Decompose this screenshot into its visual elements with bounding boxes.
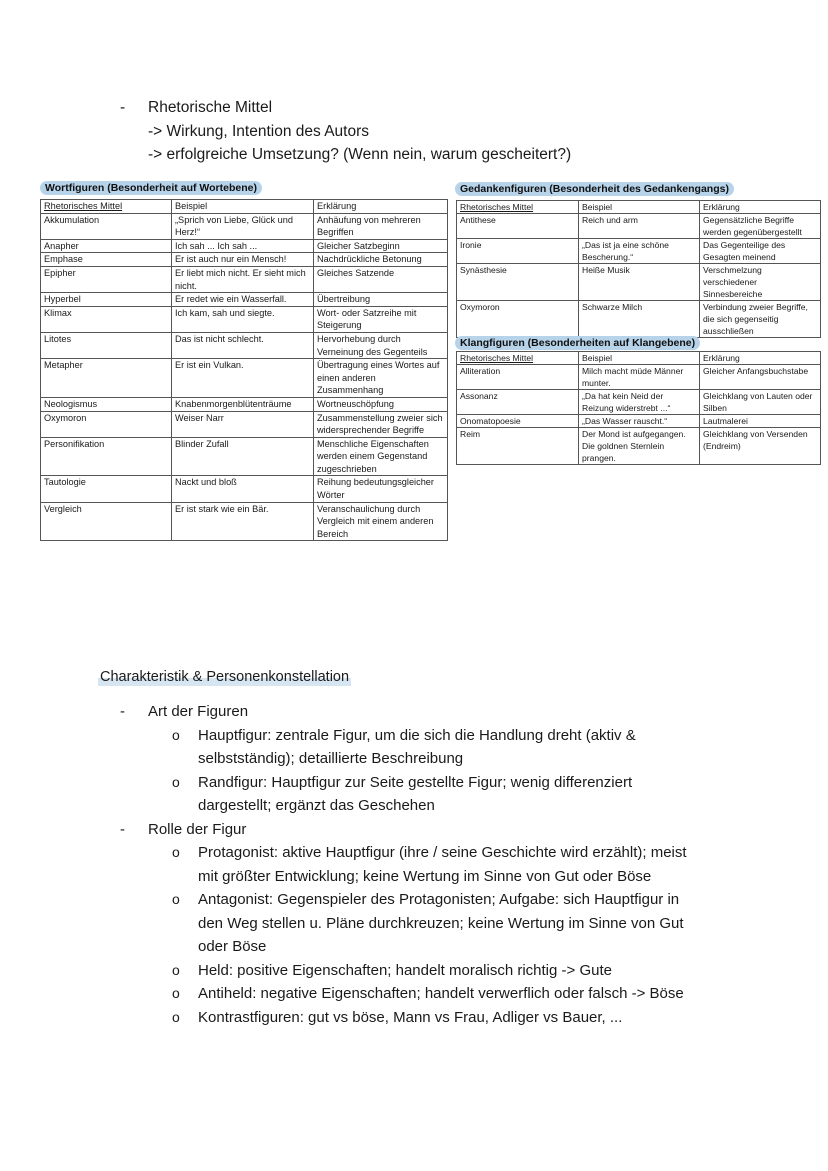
list-subitem-text: -> erfolgreiche Umsetzung? (Wenn nein, warum gescheitert?)	[148, 146, 572, 163]
table-row	[41, 213, 448, 239]
list-item-text: Rhetorische Mittel	[148, 99, 273, 116]
sub-list-item-text: den Weg stellen u. Pläne durchkreuzen; keine Wertung im Sinne von Gut	[198, 914, 684, 932]
dash-bullet: -	[120, 820, 125, 838]
table-cell-example: Er redet wie ein Wasserfall.	[172, 293, 314, 307]
circle-bullet-icon: o	[172, 773, 180, 790]
table-cell-explanation: Übertragung eines Wortes auf einen anderen Zusammenhang	[314, 359, 448, 398]
sub-list-item	[120, 959, 687, 983]
table-row	[41, 437, 448, 476]
column-header: Erklärung	[700, 352, 821, 365]
sub-list-item-text: Antagonist: Gegenspieler des Protagonisten; Aufgabe: sich Hauptfigur in	[198, 891, 680, 908]
dash-bullet: -	[120, 703, 125, 720]
list-subitem	[120, 143, 571, 167]
table-cell-name: Synästhesie	[457, 264, 579, 301]
column-header: Erklärung	[700, 201, 821, 214]
table-row	[41, 332, 448, 358]
table-cell-explanation: Lautmalerei	[700, 415, 821, 428]
table-cell-name: Hyperbel	[41, 293, 172, 307]
table-cell-example: „Sprich von Liebe, Glück und Herz!“	[172, 213, 314, 239]
table-cell-name: Klimax	[41, 306, 172, 332]
table-row	[457, 428, 821, 465]
table-cell-explanation: Zusammenstellung zweier sich widersprechender Begriffe	[314, 411, 448, 437]
sub-list-item-text: mit größter Entwicklung; keine Wertung im Sinne von Gut oder Böse	[198, 867, 652, 885]
gedankenfiguren-table	[456, 200, 821, 338]
column-header: Erklärung	[314, 200, 448, 214]
table-row	[457, 390, 821, 415]
table-cell-example: Er ist stark wie ein Bär.	[172, 502, 314, 541]
table-cell-name: Onomatopoesie	[457, 415, 579, 428]
table-cell-example: Blinder Zufall	[172, 437, 314, 476]
list-item	[120, 700, 687, 724]
table-row	[457, 214, 821, 239]
sub-list-item-text: oder Böse	[198, 938, 267, 955]
table-cell-example: Heiße Musik	[579, 264, 700, 301]
table-cell-name: Assonanz	[457, 390, 579, 415]
table-cell-example: Schwarze Milch	[579, 301, 700, 338]
sub-list-item-continuation	[120, 794, 687, 818]
circle-bullet-icon: o	[172, 726, 180, 743]
table-cell-example: „Das Wasser rauscht.“	[579, 415, 700, 428]
sub-list-item-continuation	[120, 912, 687, 936]
table-row	[41, 411, 448, 437]
list-item	[120, 96, 571, 120]
sub-list-item-text: Antiheld: negative Eigenschaften; handelt verwerflich oder falsch -> Böse	[198, 985, 684, 1002]
sub-list-item-text: selbstständig); detaillierte Beschreibung	[198, 750, 464, 767]
table-cell-example: Er ist auch nur ein Mensch!	[172, 253, 314, 267]
sub-list-item-text: Randfigur: Hauptfigur zur Seite gestellte Figur; wenig differenziert	[198, 773, 633, 791]
table-cell-name: Personifikation	[41, 437, 172, 476]
sub-list-item	[120, 841, 687, 865]
table-cell-example: Nackt und bloß	[172, 476, 314, 502]
table-row	[41, 476, 448, 502]
circle-bullet-icon: o	[172, 844, 180, 860]
dash-bullet: -	[120, 99, 126, 116]
table-cell-example: Das ist nicht schlecht.	[172, 332, 314, 358]
sub-list-item	[120, 724, 687, 748]
table-cell-example: Ich kam, sah und siegte.	[172, 306, 314, 332]
table-cell-explanation: Hervorhebung durch Verneinung des Gegenteils	[314, 332, 448, 358]
table-cell-explanation: Gegensätzliche Begriffe werden gegenübergestellt	[700, 214, 821, 239]
wortfiguren-title: Wortfiguren (Besonderheit auf Wortebene)	[40, 181, 262, 195]
table-row	[457, 239, 821, 264]
table-cell-name: Ironie	[457, 239, 579, 264]
sub-list-item-continuation	[120, 747, 687, 771]
table-cell-example: Reich und arm	[579, 214, 700, 239]
table-cell-explanation: Das Gegenteilige des Gesagten meinend	[700, 239, 821, 264]
list-item-text: Rolle der Figur	[148, 820, 247, 838]
table-cell-explanation: Anhäufung von mehreren Begriffen	[314, 213, 448, 239]
column-header: Beispiel	[579, 352, 700, 365]
table-row	[457, 365, 821, 390]
table-row	[457, 264, 821, 301]
circle-bullet-icon: o	[172, 961, 180, 978]
sub-list-item	[120, 771, 687, 795]
table-cell-explanation: Gleiches Satzende	[314, 266, 448, 292]
wortfiguren-table	[40, 199, 448, 541]
table-cell-name: Antithese	[457, 214, 579, 239]
table-cell-name: Tautologie	[41, 476, 172, 502]
table-row	[41, 397, 448, 411]
table-cell-example: Ich sah ... Ich sah ...	[172, 239, 314, 253]
table-row	[457, 415, 821, 428]
table-row	[41, 239, 448, 253]
list-item-text: Art der Figuren	[148, 703, 249, 720]
table-row	[457, 301, 821, 338]
table-row	[41, 253, 448, 267]
table-cell-explanation: Wort- oder Satzreihe mit Steigerung	[314, 306, 448, 332]
klangfiguren-title: Klangfiguren (Besonderheiten auf Klangebene)	[455, 336, 700, 350]
table-cell-explanation: Gleichklang von Versenden (Endreim)	[700, 428, 821, 465]
sub-list-item-text: dargestellt; ergänzt das Geschehen	[198, 797, 435, 814]
sub-list-item	[120, 888, 687, 912]
sub-list-item-text: Protagonist: aktive Hauptfigur (ihre / seine Geschichte wird erzählt); meist	[198, 844, 687, 861]
table-row	[41, 293, 448, 307]
table-cell-explanation: Nachdrückliche Betonung	[314, 253, 448, 267]
table-cell-name: Reim	[457, 428, 579, 465]
circle-bullet-icon: o	[172, 891, 180, 907]
klangfiguren-table	[456, 351, 821, 465]
table-row	[41, 266, 448, 292]
table-cell-name: Litotes	[41, 332, 172, 358]
sub-list-item-text: Hauptfigur: zentrale Figur, um die sich die Handlung dreht (aktiv &	[198, 726, 636, 744]
sub-list-item-continuation	[120, 865, 687, 889]
table-row	[41, 306, 448, 332]
table-header-row	[41, 200, 448, 214]
table-cell-name: Vergleich	[41, 502, 172, 541]
table-cell-explanation: Gleichklang von Lauten oder Silben	[700, 390, 821, 415]
table-cell-example: Der Mond ist aufgegangen. Die goldnen Sternlein prangen.	[579, 428, 700, 465]
column-header: Beispiel	[579, 201, 700, 214]
table-cell-name: Neologismus	[41, 397, 172, 411]
gedankenfiguren-title: Gedankenfiguren (Besonderheit des Gedankengangs)	[455, 182, 734, 196]
table-cell-explanation: Wortneuschöpfung	[314, 397, 448, 411]
section-title: Charakteristik & Personenkonstellation	[100, 669, 350, 685]
table-cell-name: Metapher	[41, 359, 172, 398]
table-cell-name: Alliteration	[457, 365, 579, 390]
table-cell-explanation: Gleicher Anfangsbuchstabe	[700, 365, 821, 390]
rhetorik-intro-list	[120, 96, 571, 167]
table-cell-explanation: Verschmelzung verschiedener Sinnesbereiche	[700, 264, 821, 301]
sub-list-item-text: Held: positive Eigenschaften; handelt moralisch richtig -> Gute	[198, 961, 612, 979]
table-row	[41, 359, 448, 398]
character-list	[120, 700, 687, 1029]
table-cell-example: Er liebt mich nicht. Er sieht mich nicht.	[172, 266, 314, 292]
column-header: Rhetorisches Mittel	[457, 201, 579, 214]
column-header: Rhetorisches Mittel	[41, 200, 172, 214]
list-subitem	[120, 120, 571, 144]
column-header: Beispiel	[172, 200, 314, 214]
table-cell-explanation: Gleicher Satzbeginn	[314, 239, 448, 253]
sub-list-item-text: Kontrastfiguren: gut vs böse, Mann vs Frau, Adliger vs Bauer, ...	[198, 1008, 623, 1026]
table-cell-explanation: Reihung bedeutungsgleicher Wörter	[314, 476, 448, 502]
table-row	[41, 502, 448, 541]
table-cell-example: Milch macht müde Männer munter.	[579, 365, 700, 390]
table-cell-name: Emphase	[41, 253, 172, 267]
circle-bullet-icon: o	[172, 1008, 180, 1025]
column-header: Rhetorisches Mittel	[457, 352, 579, 365]
table-cell-example: Knabenmorgenblütenträume	[172, 397, 314, 411]
table-cell-example: Weiser Narr	[172, 411, 314, 437]
table-header-row	[457, 352, 821, 365]
table-cell-explanation: Verbindung zweier Begriffe, die sich gegenseitig ausschließen	[700, 301, 821, 338]
table-cell-explanation: Menschliche Eigenschaften werden einem Gegenstand zugeschrieben	[314, 437, 448, 476]
table-cell-name: Oxymoron	[41, 411, 172, 437]
table-cell-name: Epipher	[41, 266, 172, 292]
table-cell-example: „Das ist ja eine schöne Bescherung.“	[579, 239, 700, 264]
list-subitem-text: -> Wirkung, Intention des Autors	[148, 122, 369, 140]
table-cell-explanation: Übertreibung	[314, 293, 448, 307]
table-cell-explanation: Veranschaulichung durch Vergleich mit einem anderen Bereich	[314, 502, 448, 541]
table-cell-example: Er ist ein Vulkan.	[172, 359, 314, 398]
table-cell-name: Akkumulation	[41, 213, 172, 239]
sub-list-item	[120, 982, 687, 1006]
sub-list-item	[120, 1006, 687, 1030]
table-cell-name: Anapher	[41, 239, 172, 253]
circle-bullet-icon: o	[172, 985, 180, 1001]
list-item	[120, 818, 687, 842]
sub-list-item-continuation	[120, 935, 687, 959]
table-header-row	[457, 201, 821, 214]
table-cell-name: Oxymoron	[457, 301, 579, 338]
table-cell-example: „Da hat kein Neid der Reizung widerstrebt ...“	[579, 390, 700, 415]
